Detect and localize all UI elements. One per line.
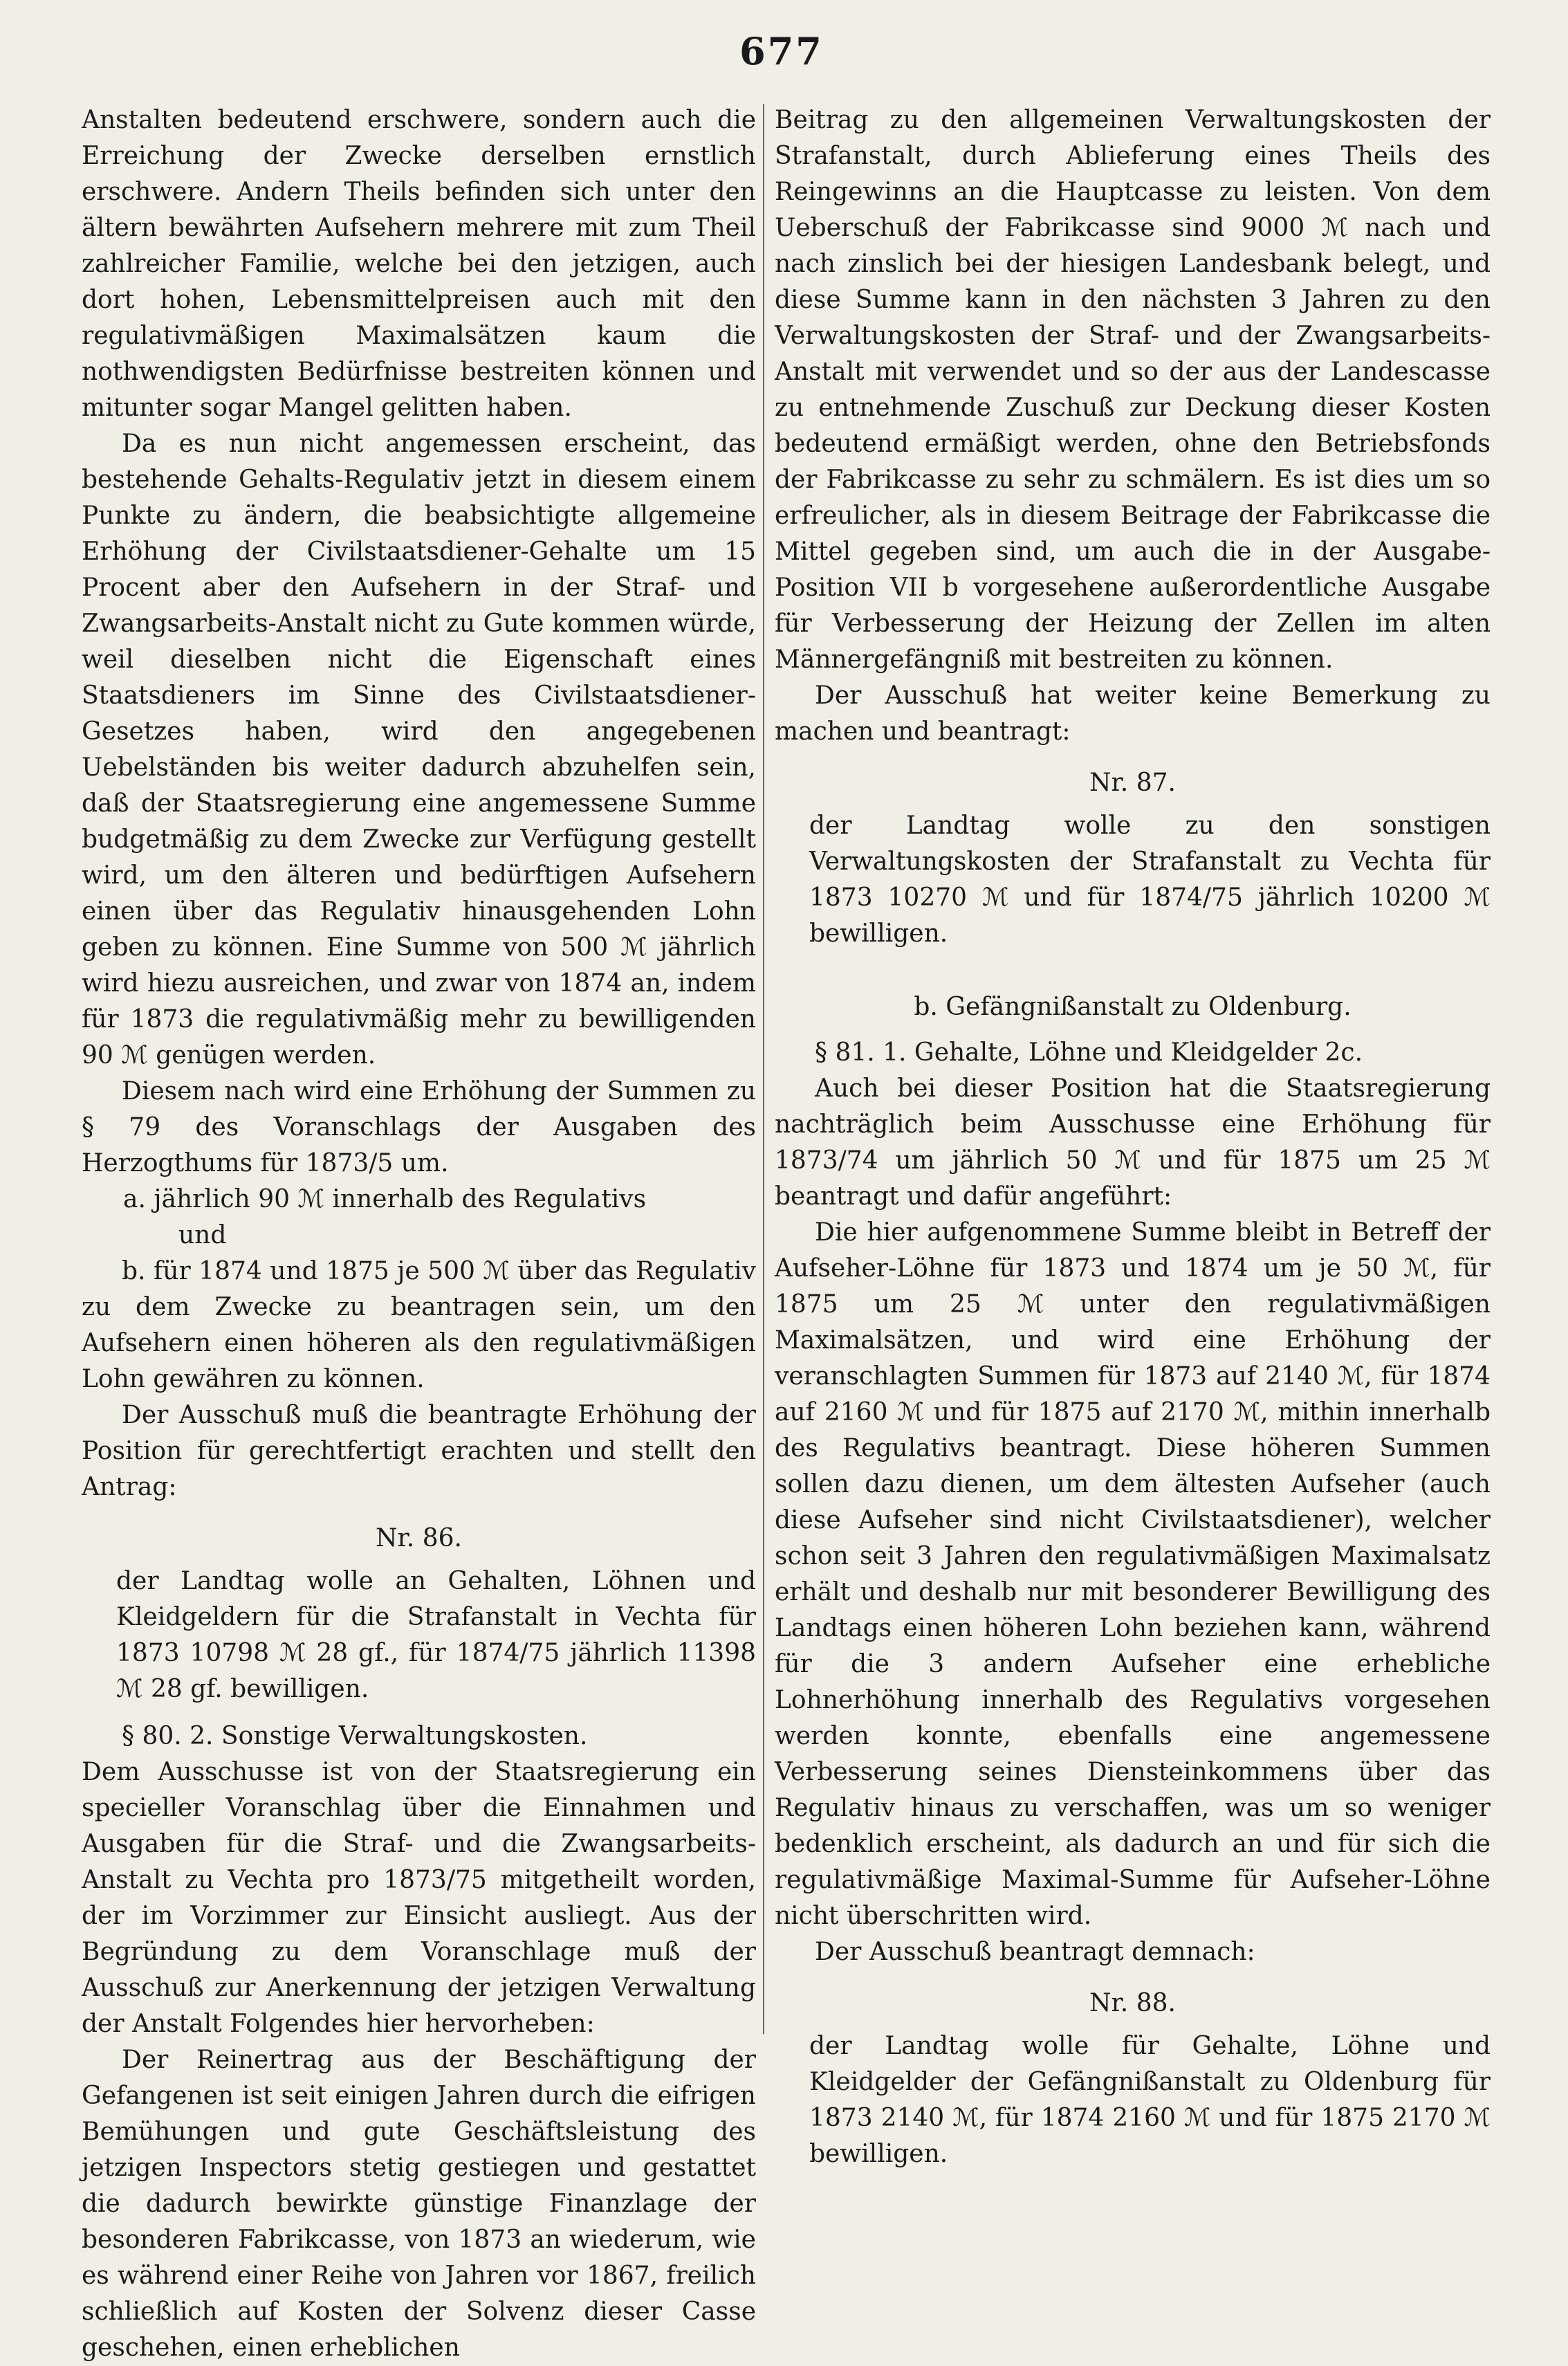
paragraph: Der Ausschuß beantragt demnach: [815,1938,1255,1966]
motion-text: der Landtag wolle zu den sonstigen Verwaltungskosten der Strafanstalt zu Vechta für 1873 10270 ℳ und für 1874/75 jährlich 10200 ℳ bewilligen. [809,811,1491,948]
column-divider [763,104,764,2034]
motion-number: Nr. 87. [1089,769,1176,797]
motion-number: Nr. 88. [1089,1989,1176,2017]
paragraph: Der Reinertrag aus der Beschäftigung der Gefangenen ist seit einigen Jahren durch die eifrigen Bemühungen und gute Geschäftsleistung des jetzigen Inspectors stetig gestiegen und gestattet die dadurch bewirkte günstige Finanzlage der besonderen Fabrikcasse, von 1873 an wiederum, wie es während einer Reihe von Jahren vor 1867, freilich schließlich auf Kosten der Solvenz dieser Casse geschehen, einen erheblichen [82,2046,756,2362]
list-item-a: a. jährlich 90 ℳ innerhalb des Regulativs [123,1185,647,1213]
paragraph: Da es nun nicht angemessen erscheint, das bestehende Gehalts-Regulativ jetzt in diesem einem Punkte zu ändern, die beabsichtigte allgemeine Erhöhung der Civilstaatsdiener-Gehalte um 15 Procent aber den Aufsehern in der Straf- und Zwangsarbeits-Anstalt nicht zu Gute kommen würde, weil dieselben nicht die Eigenschaft eines Staatsdieners im Sinne des Civilstaatsdiener-Gesetzes haben, wird den angegebenen Uebelständen bis weiter dadurch abzuhelfen sein, daß der Staatsregierung eine angemessene Summe budgetmäßig zu dem Zwecke zur Verfügung gestellt wird, um den älteren und bedürftigen Aufsehern einen über das Regulativ hinausgehenden Lohn geben zu können. Eine Summe von 500 ℳ jährlich wird hiezu ausreichen, und zwar von 1874 an, indem für 1873 die regulativmäßig mehr zu bewilligenden 90 ℳ genügen werden. [82,430,756,1070]
subsection-heading: b. Gefängnißanstalt zu Oldenburg. [914,993,1352,1021]
paragraph: Auch bei dieser Position hat die Staatsregierung nachträglich beim Ausschusse eine Erhöhung für 1873/74 um jährlich 50 ℳ und für 1875 um 25 ℳ beantragt und dafür angeführt: [775,1074,1491,1211]
motion-text: der Landtag wolle an Gehalten, Löhnen und Kleidgeldern für die Strafanstalt in Vechta für 1873 10798 ℳ 28 gf., für 1874/75 jährlich 11398 ℳ 28 gf. bewilligen. [116,1567,756,1703]
list-connector: und [178,1221,227,1249]
section-heading: § 81. 1. Gehalte, Löhne und Kleidgelder 2c. [815,1038,1363,1067]
left-column [82,102,756,2366]
list-item-b: b. für 1874 und 1875 je 500 ℳ über das Regulativ zu dem Zwecke zu beantragen sein, um den Aufsehern einen höheren als den regulativmäßigen Lohn gewähren zu können. [82,1257,756,1393]
paragraph: Dem Ausschusse ist von der Staatsregierung ein specieller Voranschlag über die Einnahmen und Ausgaben für die Straf- und die Zwangsarbeits-Anstalt zu Vechta pro 1873/75 mitgetheilt worden, der im Vorzimmer zur Einsicht ausliegt. Aus der Begründung zu dem Voranschlage muß der Ausschuß zur Anerkennung der jetzigen Verwaltung der Anstalt Folgendes hier hervorheben: [82,1758,756,2038]
paragraph: Diesem nach wird eine Erhöhung der Summen zu § 79 des Voranschlags der Ausgaben des Herzogthums für 1873/5 um. [82,1077,756,1177]
paragraph: Beitrag zu den allgemeinen Verwaltungskosten der Strafanstalt, durch Ablieferung eines Theils des Reingewinns an die Hauptcasse zu leisten. Von dem Ueberschuß der Fabrikcasse sind 9000 ℳ nach und nach zinslich bei der hiesigen Landesbank belegt, und diese Summe kann in den nächsten 3 Jahren zu den Verwaltungskosten der Straf- und der Zwangsarbeits-Anstalt mit verwendet und so der aus der Landescasse zu entnehmende Zuschuß zur Deckung dieser Kosten bedeutend ermäßigt werden, ohne den Betriebsfonds der Fabrikcasse zu sehr zu schmälern. Es ist dies um so erfreulicher, als in diesem Beitrage der Fabrikcasse die Mittel gegeben sind, um auch die in der Ausgabe-Position VII b vorgesehene außerordentliche Ausgabe für Verbesserung der Heizung der Zellen im alten Männergefängniß mit bestreiten zu können. [775,106,1491,674]
section-heading: § 80. 2. Sonstige Verwaltungskosten. [122,1722,588,1750]
paragraph: Der Ausschuß hat weiter keine Bemerkung zu machen und beantragt: [775,681,1491,746]
motion-number: Nr. 86. [376,1524,462,1552]
page-number: 677 [739,29,824,73]
paragraph: Anstalten bedeutend erschwere, sondern auch die Erreichung der Zwecke derselben ernstlich erschwere. Andern Theils befinden sich unter den ältern bewährten Aufsehern mehrere mit zum Theil zahlreicher Familie, welche bei den jetzigen, auch dort hohen, Lebensmittelpreisen auch mit den regulativmäßigen Maximalsätzen kaum die nothwendigsten Bedürfnisse bestreiten können und mitunter sogar Mangel gelitten haben. [82,106,756,422]
paragraph: Der Ausschuß muß die beantragte Erhöhung der Position für gerechtfertigt erachten und stellt den Antrag: [82,1401,756,1501]
paragraph: Die hier aufgenommene Summe bleibt in Betreff der Aufseher-Löhne für 1873 und 1874 um je 50 ℳ, für 1875 um 25 ℳ unter den regulativmäßigen Maximalsätzen, und wird eine Erhöhung der veranschlagten Summen für 1873 auf 2140 ℳ, für 1874 auf 2160 ℳ und für 1875 auf 2170 ℳ, mithin innerhalb des Regulativs beantragt. Diese höheren Summen sollen dazu dienen, um dem ältesten Aufseher (auch diese Aufseher sind nicht Civilstaatsdiener), welcher schon seit 3 Jahren den regulativmäßigen Maximalsatz erhält und deshalb nur mit besonderer Bewilligung des Landtags einen höheren Lohn beziehen kann, während für die 3 andern Aufseher eine erhebliche Lohnerhöhung innerhalb des Regulativs vorgesehen werden konnte, ebenfalls eine angemessene Verbesserung seines Diensteinkommens über das Regulativ hinaus zu verschaffen, was um so weniger bedenklich erscheint, als dadurch an und für sich die regulativmäßige Maximal-Summe für Aufseher-Löhne nicht überschritten wird. [775,1218,1491,1930]
right-column [775,102,1491,2172]
motion-text: der Landtag wolle für Gehalte, Löhne und Kleidgelder der Gefängnißanstalt zu Oldenburg für 1873 2140 ℳ, für 1874 2160 ℳ und für 1875 2170 ℳ bewilligen. [809,2032,1491,2168]
